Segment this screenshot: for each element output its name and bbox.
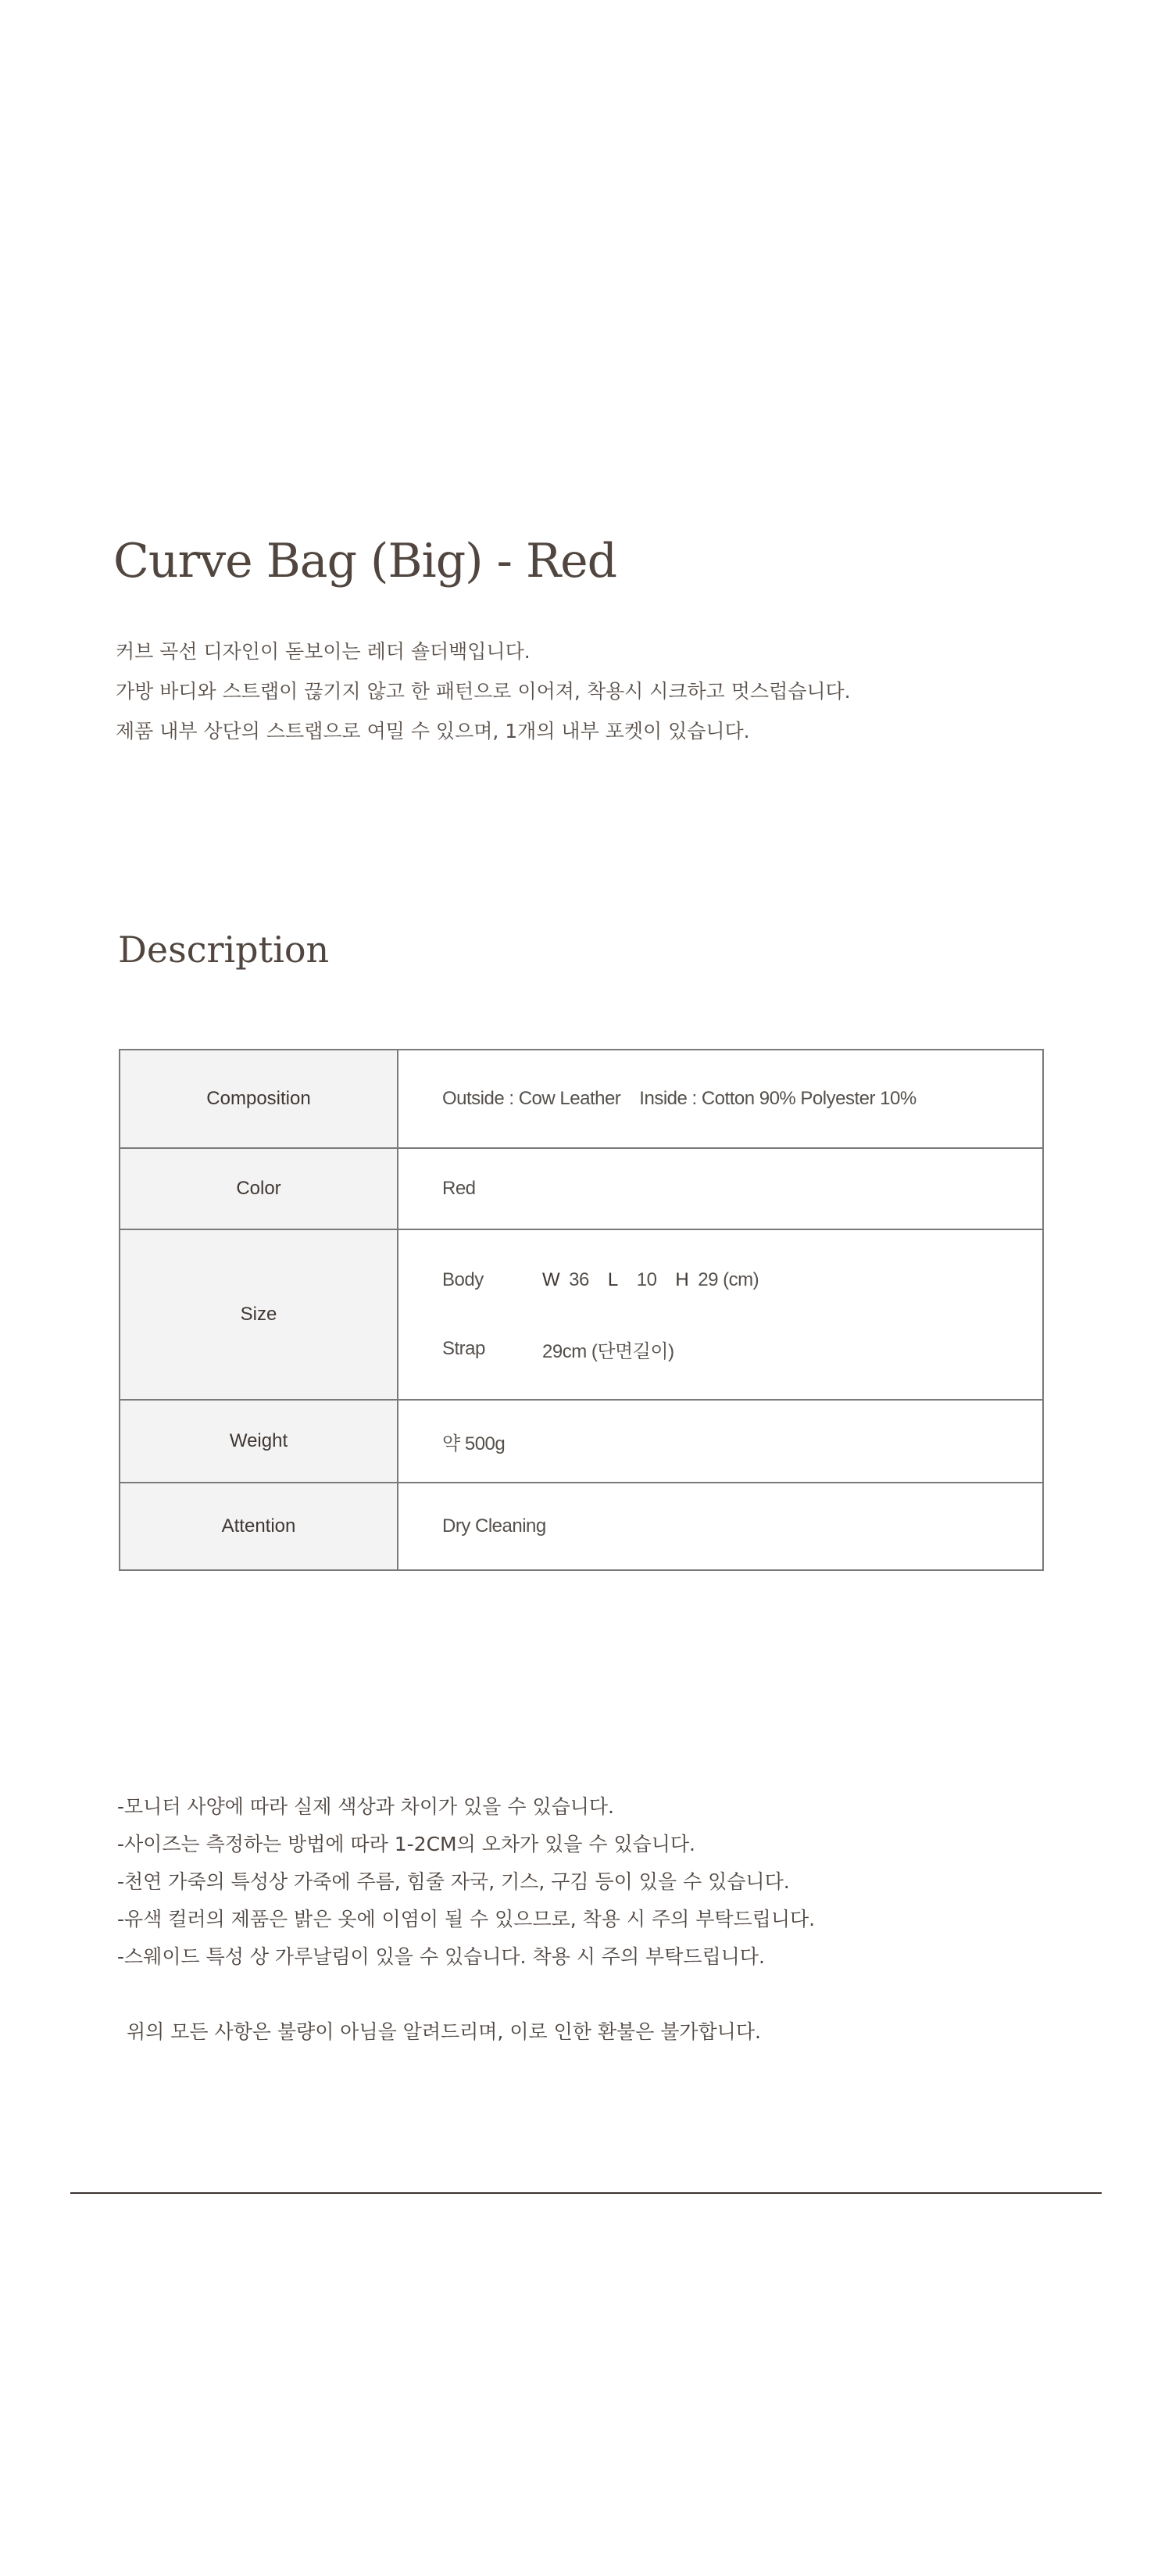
spec-row-attention xyxy=(120,1483,1043,1570)
product-title: Curve Bag (Big) - Red xyxy=(113,534,617,589)
intro-line: 가방 바디와 스트랩이 끊기지 않고 한 패턴으로 이어져, 착용시 시크하고 멋스럽습니다. xyxy=(116,680,851,703)
spec-value: 약 500g xyxy=(398,1400,1043,1483)
size-strap-label: Strap xyxy=(442,1338,485,1359)
spec-label: Composition xyxy=(120,1050,398,1148)
size-l-key: L xyxy=(607,1269,618,1290)
intro-line: 커브 곡선 디자인이 돋보이는 레더 숄더백입니다. xyxy=(116,640,531,663)
spec-value xyxy=(398,1229,1043,1400)
spec-table xyxy=(119,1049,1044,1571)
note-spacer xyxy=(117,1976,1055,2013)
spec-label: Color xyxy=(120,1148,398,1229)
spec-value: Dry Cleaning xyxy=(398,1483,1043,1570)
note-item: -사이즈는 측정하는 방법에 따라 1-2CM의 오차가 있을 수 있습니다. xyxy=(117,1833,696,1855)
spec-row-composition xyxy=(120,1050,1043,1148)
size-h-value: 29 (cm) xyxy=(698,1269,759,1290)
intro-line: 제품 내부 상단의 스트랩으로 여밀 수 있으며, 1개의 내부 포켓이 있습니다. xyxy=(116,720,750,742)
spec-value xyxy=(398,1050,1043,1148)
note-item: -유색 컬러의 제품은 밝은 옷에 이염이 될 수 있으므로, 착용 시 주의 부탁드립니다. xyxy=(117,1908,816,1930)
note-item: -스웨이드 특성 상 가루날림이 있을 수 있습니다. 착용 시 주의 부탁드립니다. xyxy=(117,1945,765,1968)
composition-inside: Inside : Cotton 90% Polyester 10% xyxy=(639,1088,917,1109)
spec-row-size xyxy=(120,1229,1043,1400)
note-item: -천연 가죽의 특성상 가죽에 주름, 힘줄 자국, 기스, 구김 등이 있을 수 있습니다. xyxy=(117,1870,790,1893)
size-body-line xyxy=(442,1267,1042,1293)
size-strap-value: 29cm (단면길이) xyxy=(542,1340,674,1362)
spec-row-color xyxy=(120,1148,1043,1229)
size-strap-line xyxy=(442,1336,1042,1362)
spec-label: Attention xyxy=(120,1483,398,1570)
spec-row-weight xyxy=(120,1400,1043,1483)
size-w-value: 36 xyxy=(569,1269,589,1290)
description-heading: Description xyxy=(118,928,330,971)
spec-value: Red xyxy=(398,1148,1043,1229)
size-h-key: H xyxy=(675,1269,689,1290)
refund-notice: 위의 모든 사항은 불량이 아님을 알려드리며, 이로 인한 환불은 불가합니다. xyxy=(127,2020,761,2043)
size-body-label: Body xyxy=(442,1269,484,1290)
section-divider xyxy=(70,2192,1102,2194)
care-notes xyxy=(117,1788,1055,2051)
note-item: -모니터 사양에 따라 실제 색상과 차이가 있을 수 있습니다. xyxy=(117,1795,614,1818)
size-w-key: W xyxy=(542,1269,560,1290)
size-l-value: 10 xyxy=(636,1269,657,1290)
product-intro xyxy=(116,631,975,751)
composition-outside: Outside : Cow Leather xyxy=(442,1088,621,1109)
spec-label: Weight xyxy=(120,1400,398,1483)
spec-label: Size xyxy=(120,1229,398,1400)
